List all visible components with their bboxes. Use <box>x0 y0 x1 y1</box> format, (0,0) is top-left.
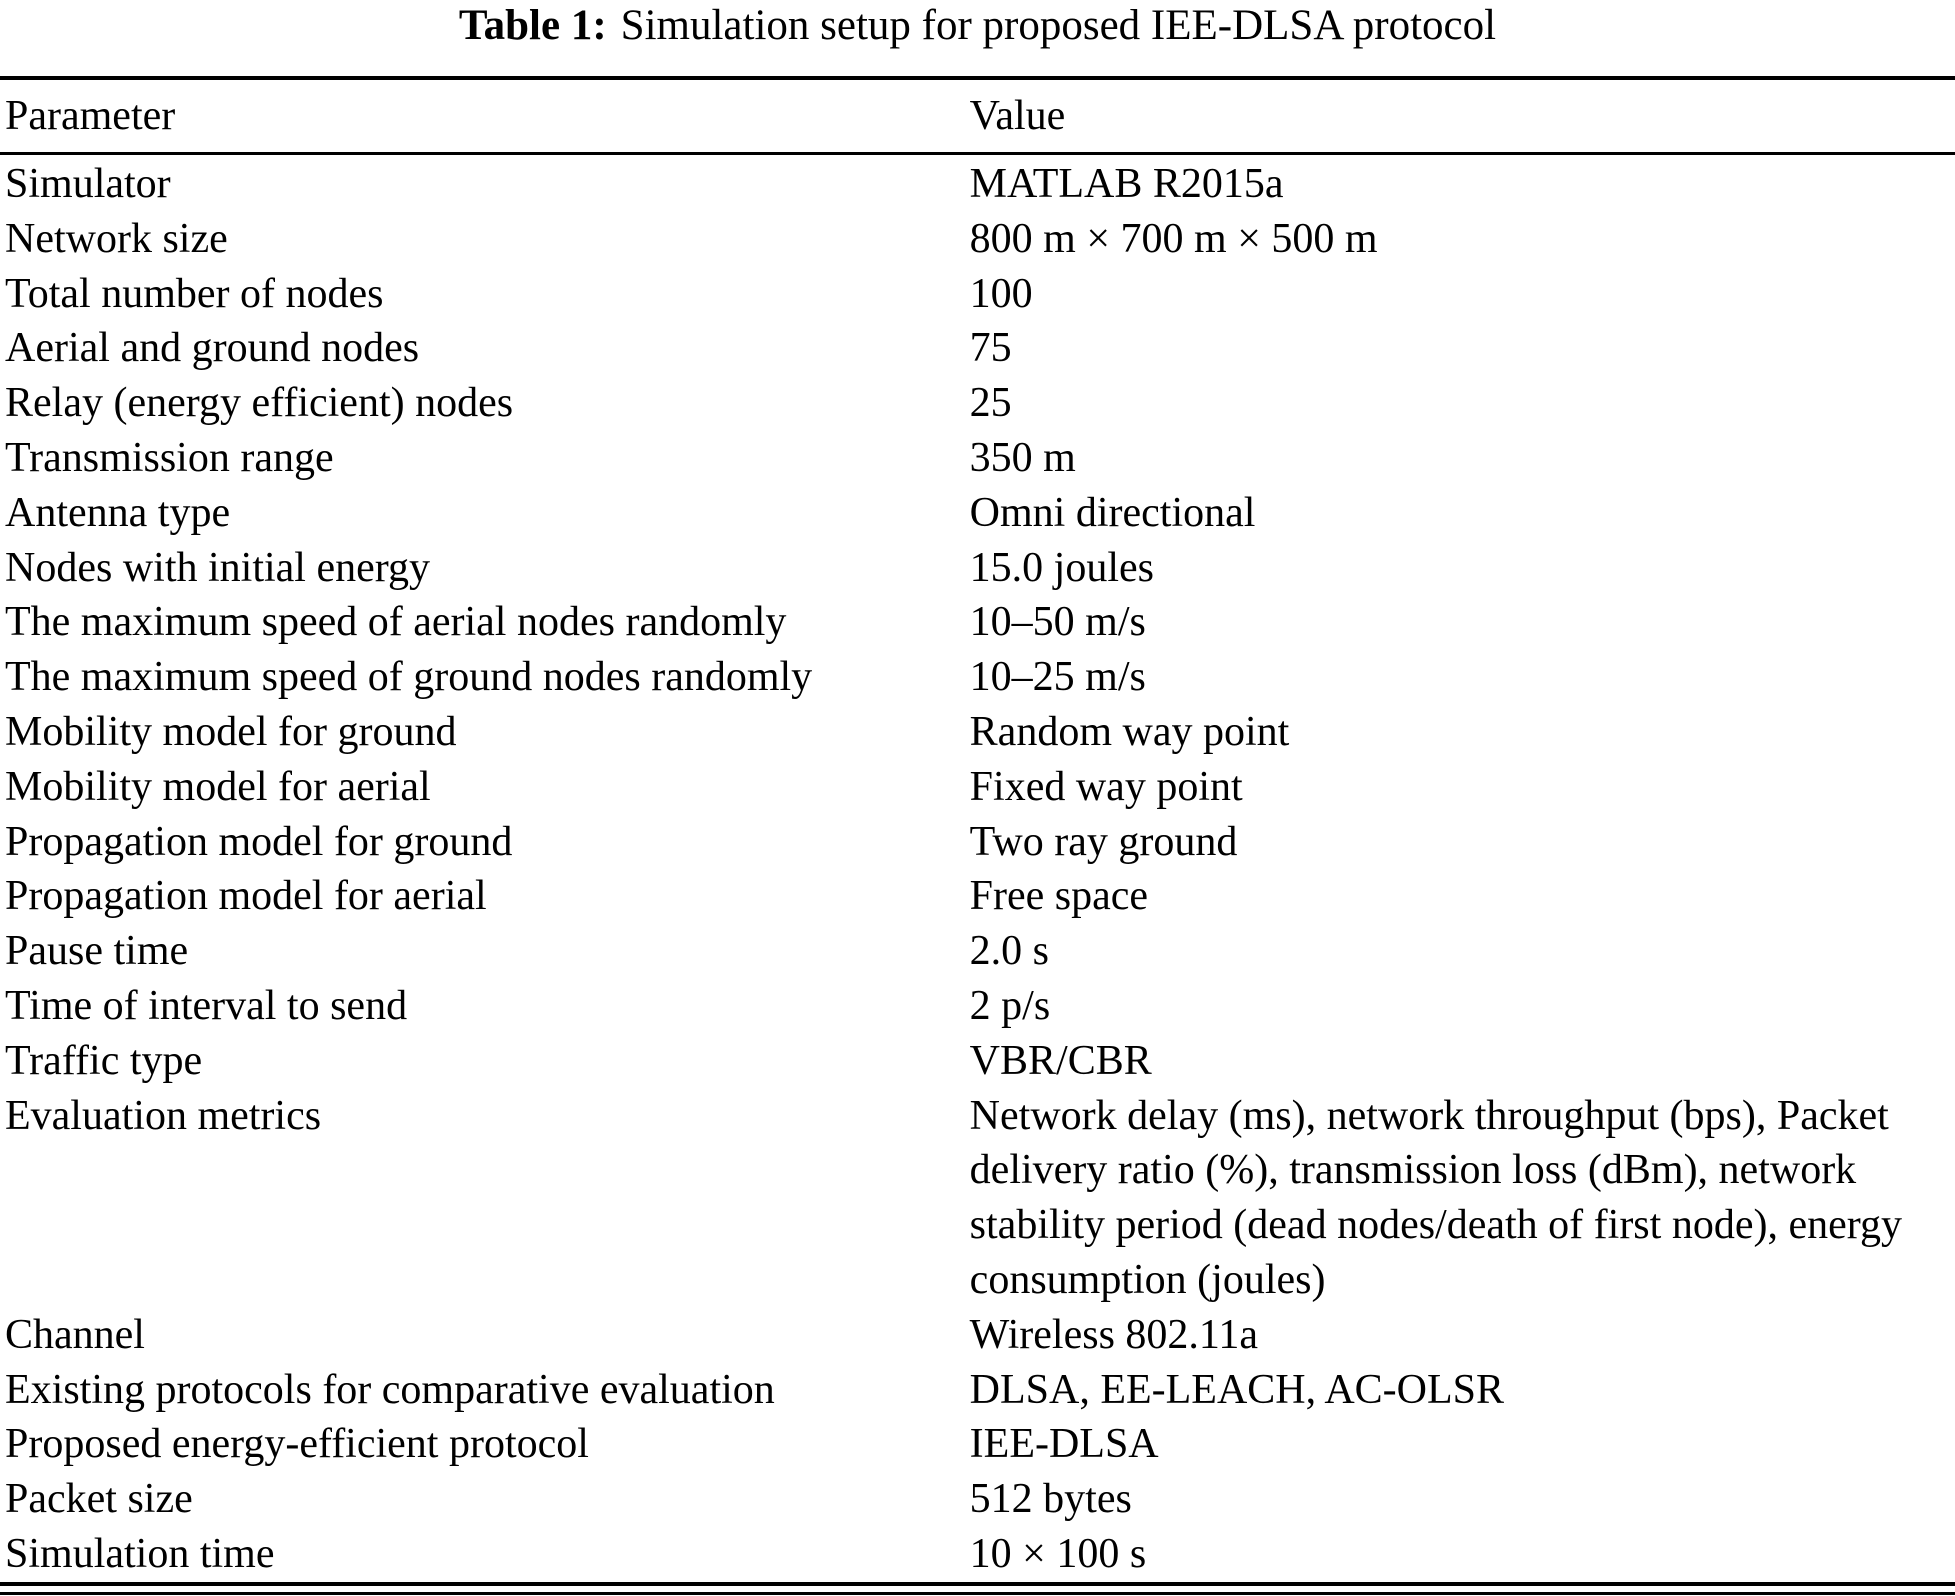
table-header-row <box>0 80 1955 152</box>
value-cell: Free space <box>969 873 1149 920</box>
parameter-cell: Relay (energy efficient) nodes <box>5 380 514 427</box>
table-row <box>0 705 1955 760</box>
table-row <box>0 815 1955 870</box>
value-cell: 10–50 m/s <box>969 599 1146 646</box>
parameter-cell: Simulator <box>5 161 171 207</box>
table-row <box>0 595 1955 650</box>
value-cell: 2 p/s <box>969 982 1051 1029</box>
value-cell: 10 × 100 s <box>969 1530 1147 1577</box>
parameter-cell: Propagation model for ground <box>5 818 513 865</box>
table-row <box>0 1363 1955 1418</box>
column-header-value: Value <box>969 92 1066 139</box>
table-row <box>0 212 1955 267</box>
table-row <box>0 1308 1955 1363</box>
value-cell: 15.0 joules <box>969 544 1154 591</box>
value-cell: Two ray ground <box>969 818 1238 865</box>
simulation-setup-table <box>0 76 1955 1595</box>
table-row <box>0 1417 1955 1472</box>
table-row <box>0 1034 1955 1089</box>
parameter-cell: Antenna type <box>5 489 231 536</box>
table-row <box>0 924 1955 979</box>
parameter-cell: Traffic type <box>5 1037 203 1084</box>
value-cell: 800 m × 700 m × 500 m <box>969 215 1378 262</box>
table-row <box>0 1472 1955 1527</box>
table-body <box>0 155 1955 1582</box>
table-row <box>0 760 1955 815</box>
value-cell: 2.0 s <box>969 928 1050 975</box>
parameter-cell: Mobility model for aerial <box>5 763 431 810</box>
parameter-cell: Total number of nodes <box>5 270 384 317</box>
value-cell: Fixed way point <box>969 763 1243 810</box>
parameter-cell: Aerial and ground nodes <box>5 325 420 372</box>
value-cell: 512 bytes <box>969 1476 1132 1523</box>
parameter-cell: Mobility model for ground <box>5 708 457 755</box>
value-cell: 25 <box>969 380 1012 427</box>
column-header-parameter: Parameter <box>5 92 176 139</box>
parameter-cell: Pause time <box>5 928 189 975</box>
table-caption <box>0 0 1955 76</box>
value-cell: VBR/CBR <box>969 1037 1152 1084</box>
table-row <box>0 486 1955 541</box>
table-row <box>0 979 1955 1034</box>
parameter-cell: Channel <box>5 1311 145 1358</box>
table-row <box>0 1527 1955 1582</box>
value-cell: Random way point <box>969 708 1290 755</box>
table-row <box>0 869 1955 924</box>
parameter-cell: Proposed energy-efficient protocol <box>5 1421 589 1468</box>
table-bottom-rule-inner <box>0 1592 1955 1595</box>
parameter-cell: The maximum speed of aerial nodes randomly <box>5 599 787 646</box>
parameter-cell: Nodes with initial energy <box>5 544 430 591</box>
table-caption-text: Simulation setup for proposed IEE-DLSA protocol <box>620 2 1497 49</box>
parameter-cell: Transmission range <box>5 434 334 481</box>
table-row <box>0 267 1955 322</box>
table-row <box>0 1089 1955 1308</box>
value-cell: Wireless 802.11a <box>969 1311 1259 1358</box>
table-row <box>0 157 1955 212</box>
parameter-cell: Propagation model for aerial <box>5 873 487 920</box>
value-cell: MATLAB R2015a <box>969 161 1284 207</box>
table-row <box>0 431 1955 486</box>
parameter-cell: Evaluation metrics <box>5 1092 322 1139</box>
value-cell: Network delay (ms), network throughput (bps), Packet delivery ratio (%), transmission loss (dBm), network stability period (dead nodes/death of first node), energy consumption (joules) <box>969 1092 1902 1303</box>
value-cell: 100 <box>969 270 1033 317</box>
parameter-cell: Network size <box>5 215 228 262</box>
table-row <box>0 541 1955 596</box>
parameter-cell: The maximum speed of ground nodes randomly <box>5 654 813 701</box>
value-cell: DLSA, EE-LEACH, AC-OLSR <box>969 1366 1505 1413</box>
table-row <box>0 376 1955 431</box>
value-cell: Omni directional <box>969 489 1256 536</box>
table-bottom-rule-outer <box>0 1582 1955 1586</box>
parameter-cell: Time of interval to send <box>5 982 408 1029</box>
value-cell: 350 m <box>969 434 1076 481</box>
parameter-cell: Packet size <box>5 1476 193 1523</box>
parameter-cell: Existing protocols for comparative evaluation <box>5 1366 775 1413</box>
value-cell: 75 <box>969 325 1012 372</box>
table-row <box>0 650 1955 705</box>
value-cell: 10–25 m/s <box>969 654 1146 701</box>
table-caption-label: Table 1: <box>458 2 607 49</box>
parameter-cell: Simulation time <box>5 1530 275 1577</box>
table-row <box>0 321 1955 376</box>
value-cell: IEE-DLSA <box>969 1421 1159 1468</box>
